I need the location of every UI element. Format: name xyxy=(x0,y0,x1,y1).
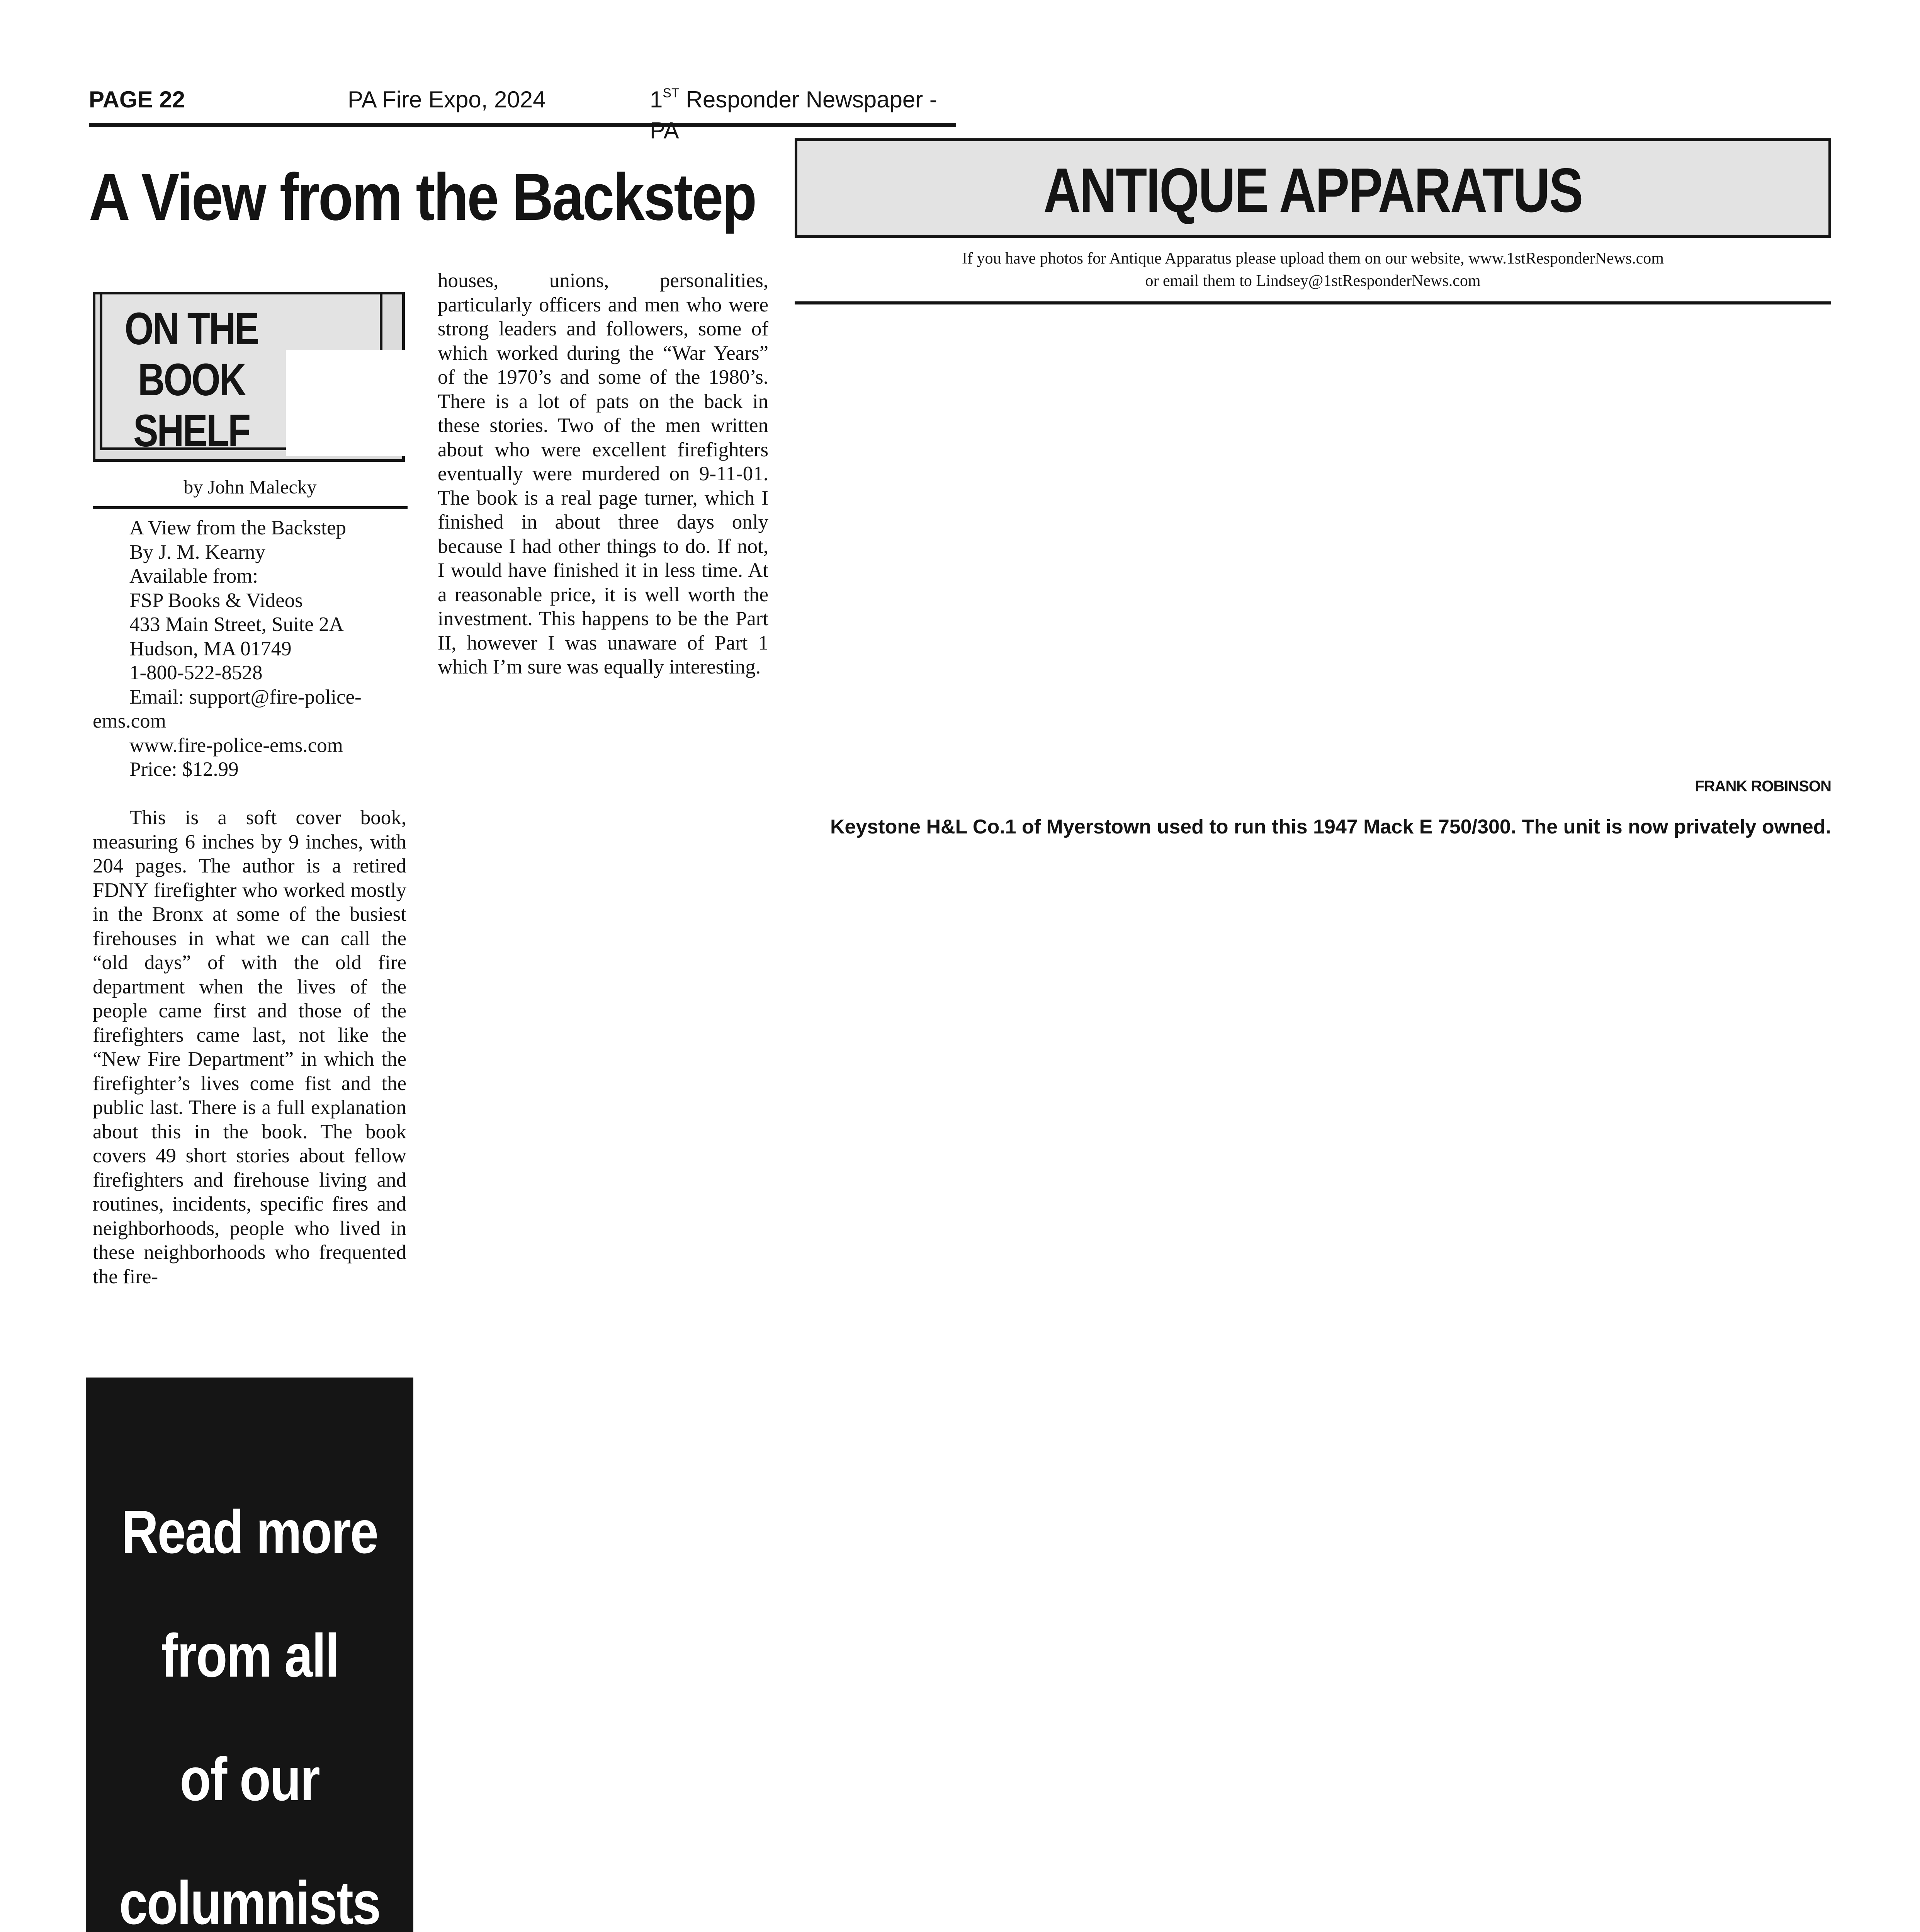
submission-note xyxy=(795,247,1831,292)
ad-line: Read more xyxy=(121,1498,378,1566)
book-info-line: FSP Books & Videos xyxy=(129,589,303,612)
book-shelf-title xyxy=(100,303,283,456)
book-info-line: Price: $12.99 xyxy=(129,758,239,781)
antique-apparatus-banner xyxy=(795,138,1831,238)
article-paragraph: houses, unions, personalities, particularly officers and men who were strong leaders and followers, some of which worked during the “War Years” of the 1970’s and some of the 1980’s. There is a lot of pats on the back in these stories. Two of the men written about who were excellent firefighters eventually were murdered on 9-11-01. The book is a real page turner, which I finished in about three days only because I had other things to do. If not, I would have finished it in less time. At a reasonable price, it is well worth the investment. This happens to be the Part II, however I was unaware of Part 1 which I’m sure was equally interesting. xyxy=(438,269,768,678)
book-shelf-logo xyxy=(93,292,408,462)
antique-apparatus-title: ANTIQUE APPARATUS xyxy=(1043,155,1582,225)
book-info-line: Hudson, MA 01749 xyxy=(129,637,292,660)
book-shelf-title-line: BOOK xyxy=(138,354,245,405)
photo-caption: Keystone H&L Co.1 of Myerstown used to run this 1947 Mack E 750/300. The unit is now privately owned. xyxy=(830,816,1831,838)
apparatus-photo xyxy=(795,305,1831,769)
columnists-ad[interactable] xyxy=(86,1378,413,1932)
byline: by John Malecky xyxy=(184,476,317,498)
columnists-ad-text xyxy=(86,1470,413,1932)
book-info-line: By J. M. Kearny xyxy=(129,541,265,563)
submission-note-line: If you have photos for Antique Apparatus please upload them on our website, www.1stResponderNews.com xyxy=(962,250,1664,267)
book-info-line: A View from the Backstep xyxy=(129,517,347,539)
article-body-column-2 xyxy=(438,269,768,679)
newspaper-name xyxy=(650,84,956,146)
book-shelf-title-line: SHELF xyxy=(133,405,250,456)
book-info-line: 433 Main Street, Suite 2A xyxy=(129,613,344,636)
newspaper-name-prefix: 1 xyxy=(650,87,663,112)
book-shelf-logo-cutout xyxy=(286,350,408,456)
ad-line: of our xyxy=(180,1745,319,1813)
book-info-line: Available from: xyxy=(129,565,258,587)
book-info-line: www.fire-police-ems.com xyxy=(129,734,343,757)
book-info xyxy=(93,516,406,782)
book-info-line: Email: support@fire-police-ems.com xyxy=(93,685,362,732)
byline-divider xyxy=(93,506,408,509)
ad-line: columnists xyxy=(119,1869,380,1932)
article-body-column-1 xyxy=(93,806,406,1289)
submission-note-line: or email them to Lindsey@1stResponderNews.com xyxy=(1145,272,1481,290)
newspaper-name-rest: Responder Newspaper - PA xyxy=(650,87,937,143)
issue-name: PA Fire Expo, 2024 xyxy=(348,87,546,112)
newspaper-name-superscript: ST xyxy=(663,86,680,100)
antique-divider xyxy=(795,301,1831,304)
book-shelf-title-line: ON THE xyxy=(124,303,258,354)
article-headline: A View from the Backstep xyxy=(89,160,756,234)
photo-credit: FRANK ROBINSON xyxy=(1695,778,1831,795)
ad-line: from all xyxy=(161,1622,338,1690)
page-header xyxy=(89,84,956,143)
page-number: PAGE 22 xyxy=(89,87,185,112)
article-paragraph: This is a soft cover book, measuring 6 inches by 9 inches, with 204 pages. The author is a retired FDNY firefighter who worked mostly in the Bronx at some of the busiest firehouses in what we can call the “old days” of with the old fire department when the lives of the people came first and those of the firefighters came last, not like the “New Fire Department” in which the firefighter’s lives come fist and the public last. There is a full explanation about this in the book. The book covers 49 short stories about fellow firefighters and firehouse living and routines, incidents, specific fires and neighborhoods, people who lived in these neighborhoods who frequented the fire- xyxy=(93,806,406,1288)
book-info-line: 1-800-522-8528 xyxy=(129,662,263,684)
